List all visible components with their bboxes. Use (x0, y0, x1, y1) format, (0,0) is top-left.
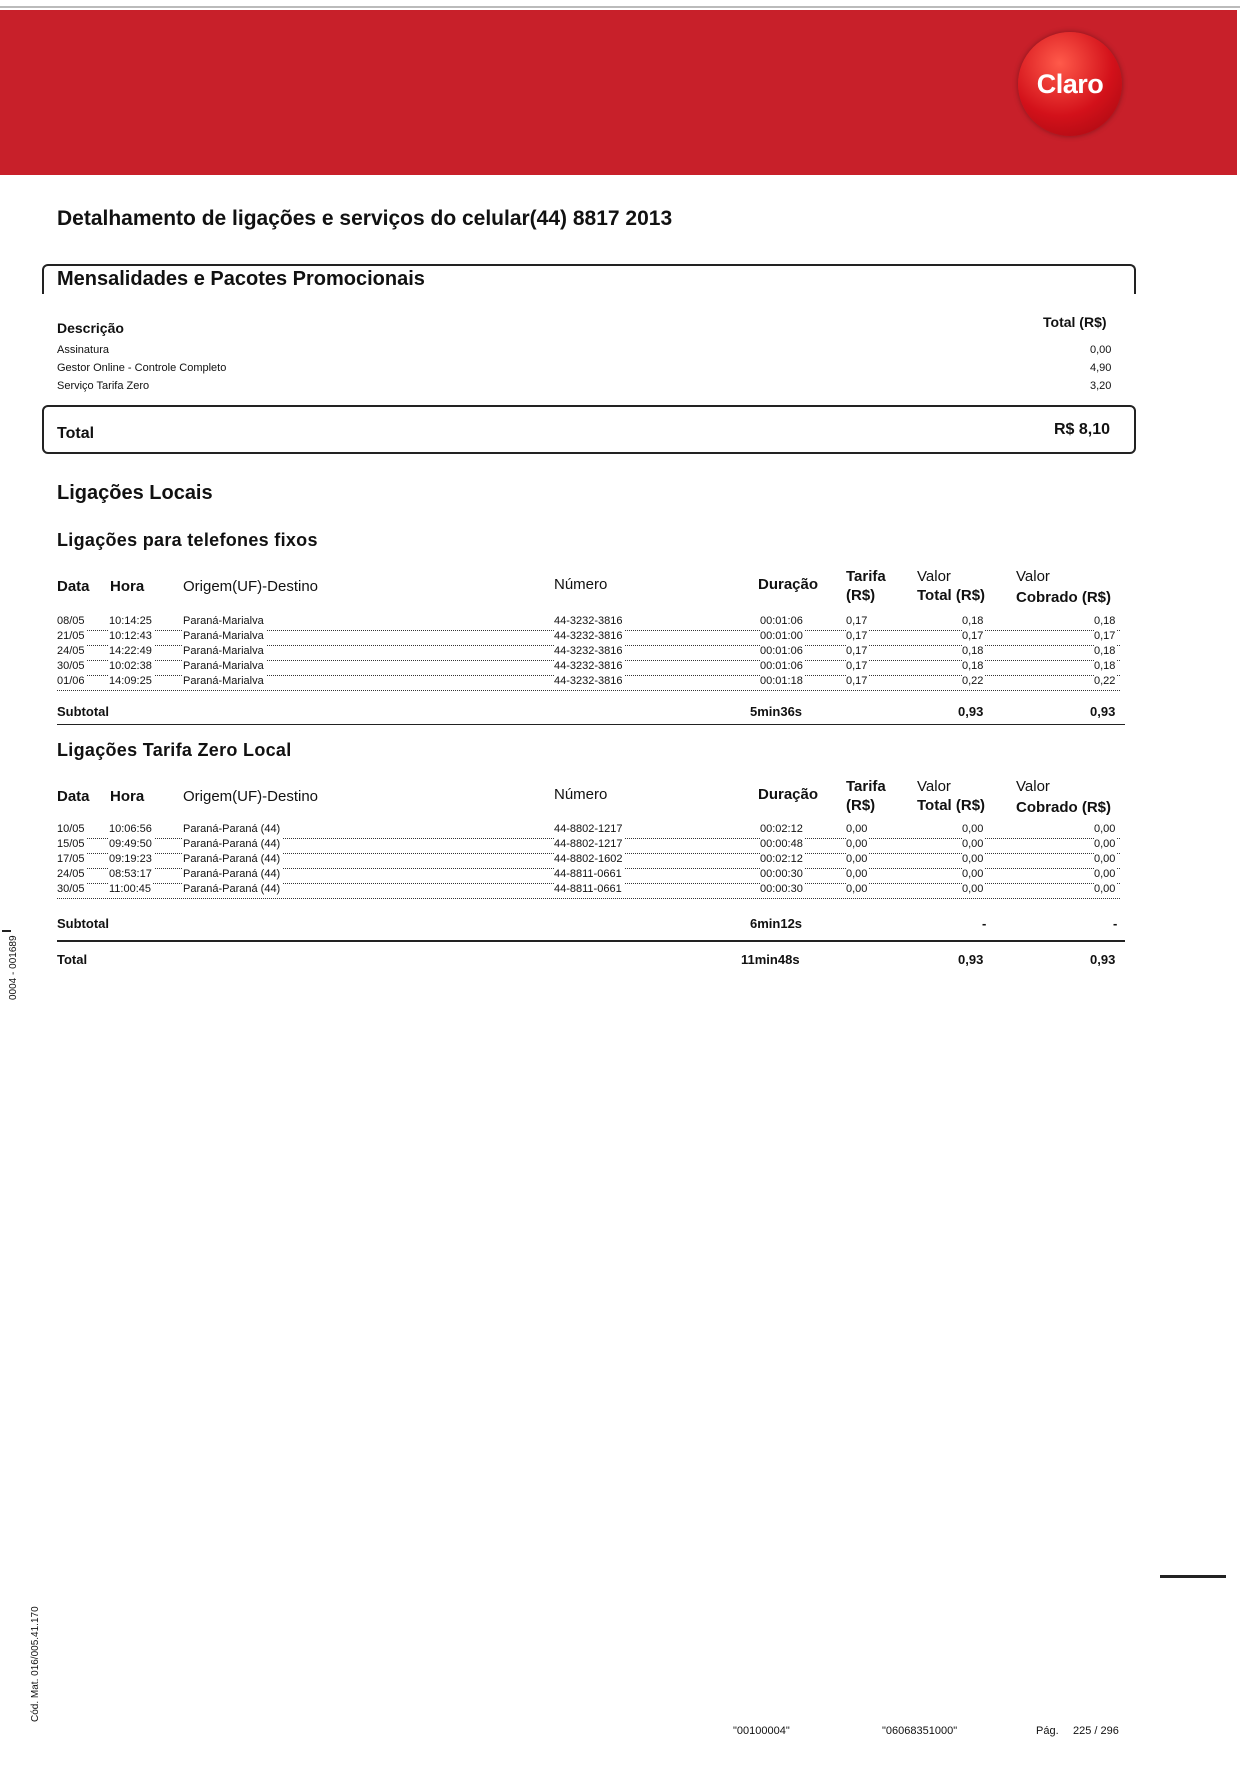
col-total: Total (R$) (1043, 314, 1107, 330)
cell-cobrado: 0,17 (1094, 630, 1116, 642)
item-total: 0,00 (1090, 344, 1112, 356)
side-tick (2, 930, 11, 932)
cell-total: 0,00 (962, 853, 984, 865)
cell-duracao: 00:00:30 (760, 868, 803, 880)
cell-hora: 08:53:17 (109, 868, 152, 880)
col-data: Data (57, 578, 90, 595)
page-title: Detalhamento de ligações e serviços do celular(44) 8817 2013 (57, 207, 673, 230)
table-row (57, 674, 1120, 691)
section-ligacoes-locais: Ligações Locais (57, 482, 213, 504)
col-numero: Número (554, 786, 608, 803)
col-descricao: Descrição (57, 320, 124, 336)
cell-cobrado: 0,18 (1094, 645, 1116, 657)
mensalidades-total-box (42, 405, 1136, 454)
cell-numero: 44-3232-3816 (554, 660, 623, 672)
cell-cobrado: 0,18 (1094, 615, 1116, 627)
col-data: Data (57, 788, 90, 805)
col-valor-total-1: Valor (917, 778, 951, 795)
col-tarifa-1: Tarifa (846, 778, 886, 795)
ligacoes-total-duracao: 11min48s (741, 952, 800, 967)
cell-numero: 44-8802-1217 (554, 823, 623, 835)
cell-numero: 44-3232-3816 (554, 615, 623, 627)
col-numero: Número (554, 576, 608, 593)
cell-tarifa: 0,00 (846, 838, 868, 850)
cell-data: 17/05 (57, 853, 85, 865)
cell-hora: 14:22:49 (109, 645, 152, 657)
cell-cobrado: 0,00 (1094, 883, 1116, 895)
cell-hora: 10:02:38 (109, 660, 152, 672)
cell-origem: Paraná-Marialva (183, 660, 264, 672)
cell-total: 0,00 (962, 868, 984, 880)
cell-origem: Paraná-Paraná (44) (183, 868, 281, 880)
col-valor-cobrado-2: Cobrado (R$) (1016, 589, 1111, 606)
col-tarifa-1: Tarifa (846, 568, 886, 585)
cell-numero: 44-8811-0661 (554, 868, 622, 880)
cell-total: 0,00 (962, 838, 984, 850)
cell-duracao: 00:01:06 (760, 615, 803, 627)
claro-logo (1018, 32, 1122, 136)
cell-origem: Paraná-Marialva (183, 615, 264, 627)
cell-total: 0,18 (962, 645, 984, 657)
ligacoes-total-total: 0,93 (958, 952, 984, 967)
cell-origem: Paraná-Paraná (44) (183, 853, 281, 865)
item-desc: Assinatura (57, 344, 109, 356)
col-origem: Origem(UF)-Destino (183, 788, 319, 805)
col-valor-total-2: Total (R$) (917, 587, 986, 604)
cell-tarifa: 0,00 (846, 853, 868, 865)
cell-duracao: 00:02:12 (760, 823, 803, 835)
cell-duracao: 00:00:30 (760, 883, 803, 895)
item-total: 3,20 (1090, 380, 1112, 392)
table-row (57, 882, 1120, 899)
cell-duracao: 00:01:06 (760, 660, 803, 672)
col-hora: Hora (110, 578, 145, 595)
cell-hora: 09:19:23 (109, 853, 152, 865)
tz-subtotal-cobrado: - (1113, 916, 1118, 931)
cell-duracao: 00:01:06 (760, 645, 803, 657)
cell-data: 30/05 (57, 660, 85, 672)
cell-hora: 10:14:25 (109, 615, 152, 627)
cell-tarifa: 0,00 (846, 868, 868, 880)
cell-origem: Paraná-Marialva (183, 675, 264, 687)
cell-tarifa: 0,17 (846, 645, 868, 657)
cell-tarifa: 0,00 (846, 823, 868, 835)
cell-hora: 11:00:45 (109, 883, 152, 895)
tz-subtotal-duracao: 6min12s (750, 916, 803, 931)
ligacoes-total-cobrado: 0,93 (1090, 952, 1116, 967)
cell-hora: 10:06:56 (109, 823, 152, 835)
cell-numero: 44-8802-1602 (554, 853, 623, 865)
cell-data: 08/05 (57, 615, 85, 627)
cell-data: 21/05 (57, 630, 85, 642)
cell-numero: 44-3232-3816 (554, 645, 623, 657)
cell-tarifa: 0,17 (846, 675, 868, 687)
logo-text: Claro (1036, 68, 1104, 99)
cell-data: 01/06 (57, 675, 85, 687)
mensalidades-total-label: Total (57, 425, 95, 442)
ligacoes-total-label: Total (57, 952, 88, 967)
cell-data: 10/05 (57, 823, 85, 835)
cell-data: 30/05 (57, 883, 85, 895)
col-valor-total-2: Total (R$) (917, 797, 986, 814)
cell-total: 0,17 (962, 630, 984, 642)
cell-tarifa: 0,00 (846, 883, 868, 895)
cell-numero: 44-3232-3816 (554, 630, 623, 642)
mensalidades-total-value: R$ 8,10 (1054, 421, 1111, 438)
cell-total: 0,18 (962, 615, 984, 627)
cell-cobrado: 0,00 (1094, 853, 1116, 865)
cell-origem: Paraná-Marialva (183, 630, 264, 642)
cell-origem: Paraná-Paraná (44) (183, 883, 281, 895)
cell-cobrado: 0,00 (1094, 868, 1116, 880)
side-code-top: 0004 - 001689 (8, 935, 19, 1000)
cell-total: 0,00 (962, 883, 984, 895)
cell-numero: 44-8802-1217 (554, 838, 623, 850)
cell-data: 24/05 (57, 868, 85, 880)
col-valor-total-1: Valor (917, 568, 951, 585)
col-valor-cobrado-1: Valor (1016, 778, 1050, 795)
col-hora: Hora (110, 788, 145, 805)
top-rule (0, 6, 1240, 8)
subsection-fixos: Ligações para telefones fixos (57, 530, 318, 550)
col-tarifa-2: (R$) (846, 797, 876, 814)
cell-origem: Paraná-Marialva (183, 645, 264, 657)
side-code-bottom: Cód. Mat. 016/005.41.170 (30, 1606, 41, 1722)
cell-duracao: 00:00:48 (760, 838, 803, 850)
cell-cobrado: 0,00 (1094, 823, 1116, 835)
col-tarifa-2: (R$) (846, 587, 876, 604)
cell-duracao: 00:02:12 (760, 853, 803, 865)
fixos-subtotal-cobrado: 0,93 (1090, 704, 1116, 719)
cell-cobrado: 0,22 (1094, 675, 1116, 687)
tz-subtotal-total: - (982, 916, 987, 931)
cell-data: 24/05 (57, 645, 85, 657)
col-origem: Origem(UF)-Destino (183, 578, 319, 595)
footer-code-2: "06068351000" (882, 1725, 958, 1737)
divider (57, 724, 1125, 725)
cell-origem: Paraná-Paraná (44) (183, 823, 281, 835)
divider-total (57, 940, 1125, 942)
cell-origem: Paraná-Paraná (44) (183, 838, 281, 850)
footer-page-label: Pág. (1036, 1725, 1059, 1737)
item-desc: Serviço Tarifa Zero (57, 380, 150, 392)
col-duracao: Duração (758, 576, 819, 593)
cell-total: 0,22 (962, 675, 984, 687)
fixos-subtotal-total: 0,93 (958, 704, 984, 719)
tz-subtotal-label: Subtotal (57, 916, 109, 931)
fixos-subtotal-duracao: 5min36s (750, 704, 803, 719)
cell-duracao: 00:01:18 (760, 675, 803, 687)
col-duracao: Duração (758, 786, 819, 803)
cell-numero: 44-8811-0661 (554, 883, 622, 895)
subsection-tarifa-zero: Ligações Tarifa Zero Local (57, 740, 292, 760)
fixos-subtotal-label: Subtotal (57, 704, 109, 719)
cell-total: 0,18 (962, 660, 984, 672)
cell-duracao: 00:01:00 (760, 630, 803, 642)
item-total: 4,90 (1090, 362, 1112, 374)
cell-tarifa: 0,17 (846, 660, 868, 672)
mensalidades-title: Mensalidades e Pacotes Promocionais (57, 268, 425, 290)
col-valor-cobrado-2: Cobrado (R$) (1016, 799, 1111, 816)
cell-tarifa: 0,17 (846, 615, 868, 627)
cell-tarifa: 0,17 (846, 630, 868, 642)
cell-hora: 10:12:43 (109, 630, 152, 642)
col-valor-cobrado-1: Valor (1016, 568, 1050, 585)
cell-hora: 14:09:25 (109, 675, 152, 687)
cell-cobrado: 0,00 (1094, 838, 1116, 850)
cell-hora: 09:49:50 (109, 838, 152, 850)
cell-numero: 44-3232-3816 (554, 675, 623, 687)
footer-page-value: 225 / 296 (1073, 1725, 1119, 1737)
margin-mark (1160, 1575, 1226, 1578)
cell-total: 0,00 (962, 823, 984, 835)
footer-code-1: "00100004" (733, 1725, 790, 1737)
cell-data: 15/05 (57, 838, 85, 850)
cell-cobrado: 0,18 (1094, 660, 1116, 672)
item-desc: Gestor Online - Controle Completo (57, 362, 227, 374)
